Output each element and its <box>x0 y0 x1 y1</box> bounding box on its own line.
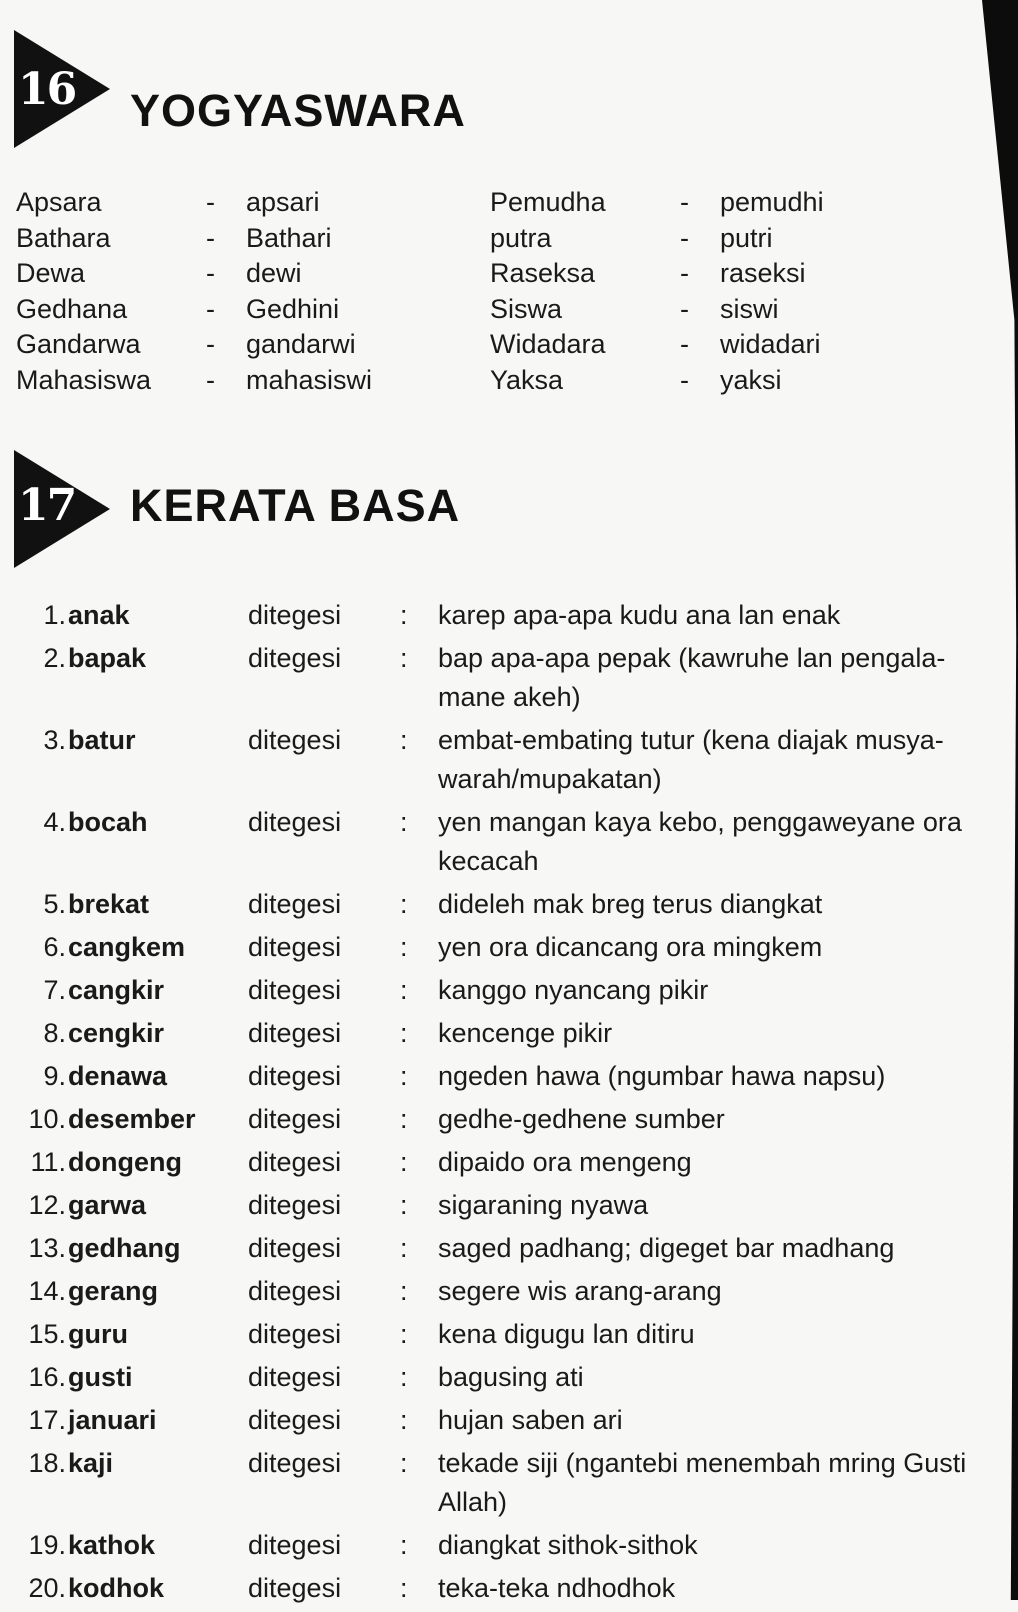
section-number: 17 <box>18 480 76 531</box>
masculine-word: Siswa <box>490 293 563 324</box>
feminine-word: yaksi <box>720 364 782 395</box>
entry-word: gerang <box>68 1276 159 1306</box>
entry-number: 12. <box>28 1190 66 1220</box>
word-pair-row <box>16 292 372 328</box>
entry-definition: saged padhang; digeget bar madhang <box>438 1233 895 1263</box>
feminine-word: putri <box>720 222 773 253</box>
entry-verb: ditegesi <box>248 600 342 630</box>
entry-colon: : <box>400 1276 408 1306</box>
entry-definition: kencenge pikir <box>438 1018 613 1048</box>
entry-definition: embat-embating tutur (kena diajak musya- warah/mupakatan) <box>438 725 944 794</box>
entry-colon: : <box>400 1405 408 1435</box>
kerata-entry-row <box>22 1186 982 1225</box>
entry-colon: : <box>400 1573 408 1603</box>
masculine-word: Gedhana <box>16 293 128 324</box>
entry-verb: ditegesi <box>248 1233 342 1263</box>
entry-colon: : <box>400 889 408 919</box>
word-pair-row <box>16 256 372 292</box>
feminine-word: pemudhi <box>720 187 824 217</box>
entry-number: 15. <box>28 1319 66 1349</box>
word-pair-row <box>16 363 372 399</box>
entry-word: cengkir <box>68 1018 165 1048</box>
masculine-word: putra <box>490 222 552 253</box>
masculine-word: Raseksa <box>490 258 596 288</box>
kerata-entry-row <box>22 1569 982 1608</box>
kerata-entry-row <box>22 1444 982 1522</box>
entry-word: kaji <box>68 1448 114 1478</box>
dash-separator: - <box>206 293 215 324</box>
entry-number: 17. <box>28 1405 66 1435</box>
word-pair-list-left <box>16 185 372 398</box>
entry-definition: dideleh mak breg terus diangkat <box>438 889 823 919</box>
word-pair-row <box>16 185 372 221</box>
word-pair-row <box>490 256 824 292</box>
section-title: YOGYASWARA <box>130 85 466 136</box>
entry-word: dongeng <box>68 1147 182 1177</box>
entry-definition: tekade siji (ngantebi menembah mring Gusti Allah) <box>438 1448 967 1517</box>
entry-definition: gedhe-gedhene sumber <box>438 1104 725 1134</box>
entry-word: gedhang <box>68 1233 181 1263</box>
masculine-word: Pemudha <box>490 187 606 217</box>
kerata-basa-list <box>22 596 982 1612</box>
word-pair-row <box>490 363 824 399</box>
entry-word: batur <box>68 725 136 755</box>
kerata-entry-row <box>22 1100 982 1139</box>
entry-word: garwa <box>68 1190 147 1220</box>
dash-separator: - <box>680 329 689 359</box>
section-header-kerata-basa <box>14 450 614 570</box>
entry-colon: : <box>400 1018 408 1048</box>
kerata-entry-row <box>22 1229 982 1268</box>
feminine-word: apsari <box>246 187 320 217</box>
entry-verb: ditegesi <box>248 889 342 919</box>
entry-verb: ditegesi <box>248 1405 342 1435</box>
entry-number: 11. <box>30 1147 66 1177</box>
dash-separator: - <box>680 293 689 324</box>
entry-verb: ditegesi <box>248 643 342 673</box>
feminine-word: raseksi <box>720 258 806 288</box>
entry-number: 19. <box>28 1530 66 1560</box>
entry-word: januari <box>68 1405 157 1435</box>
entry-definition: bagusing ati <box>438 1362 584 1392</box>
word-pair-list-right <box>490 185 824 398</box>
kerata-entry-row <box>22 596 982 635</box>
kerata-entry-row <box>22 639 982 717</box>
kerata-entry-row <box>22 1143 982 1182</box>
dash-separator: - <box>206 329 215 359</box>
masculine-word: Bathara <box>16 222 111 253</box>
section-header-yogyaswara <box>14 30 614 150</box>
entry-number: 20. <box>28 1573 66 1603</box>
entry-number: 8. <box>43 1018 66 1048</box>
entry-word: brekat <box>68 889 150 919</box>
kerata-entry-row <box>22 1057 982 1096</box>
dash-separator: - <box>680 187 689 217</box>
entry-colon: : <box>400 1530 408 1560</box>
entry-colon: : <box>400 1061 408 1091</box>
entry-number: 3. <box>43 725 66 755</box>
entry-colon: : <box>400 1319 408 1349</box>
feminine-word: dewi <box>246 258 302 288</box>
entry-definition: ngeden hawa (ngumbar hawa napsu) <box>438 1061 886 1091</box>
entry-definition: kanggo nyancang pikir <box>438 975 709 1005</box>
entry-verb: ditegesi <box>248 1319 342 1349</box>
entry-colon: : <box>400 975 408 1005</box>
entry-number: 2. <box>43 643 66 673</box>
dash-separator: - <box>680 364 689 395</box>
entry-colon: : <box>400 600 408 630</box>
entry-number: 7. <box>43 975 66 1005</box>
entry-definition: segere wis arang-arang <box>438 1276 722 1306</box>
dash-separator: - <box>206 222 215 253</box>
entry-verb: ditegesi <box>248 1061 342 1091</box>
entry-word: kodhok <box>68 1573 165 1603</box>
entry-verb: ditegesi <box>248 975 342 1005</box>
feminine-word: Gedhini <box>246 293 340 324</box>
feminine-word: widadari <box>720 329 821 359</box>
feminine-word: siswi <box>720 293 779 324</box>
entry-word: cangkem <box>68 932 186 962</box>
entry-verb: ditegesi <box>248 932 342 962</box>
feminine-word: Bathari <box>246 222 332 253</box>
masculine-word: Gandarwa <box>16 329 141 359</box>
kerata-entry-row <box>22 971 982 1010</box>
section-title: KERATA BASA <box>130 480 461 531</box>
masculine-word: Yaksa <box>490 364 564 395</box>
entry-colon: : <box>400 1147 408 1177</box>
entry-verb: ditegesi <box>248 1018 342 1048</box>
entry-definition: yen ora dicancang ora mingkem <box>438 932 823 962</box>
entry-colon: : <box>400 1233 408 1263</box>
feminine-word: mahasiswi <box>246 364 373 395</box>
entry-number: 13. <box>28 1233 66 1263</box>
dash-separator: - <box>206 364 215 395</box>
entry-definition: bap apa-apa pepak (kawruhe lan pengala- mane akeh) <box>438 643 946 712</box>
word-pair-row <box>490 185 824 221</box>
entry-definition: diangkat sithok-sithok <box>438 1530 698 1560</box>
entry-verb: ditegesi <box>248 1362 342 1392</box>
entry-word: bocah <box>68 807 148 837</box>
entry-definition: teka-teka ndhodhok <box>438 1573 676 1603</box>
entry-number: 1. <box>43 600 66 630</box>
kerata-entry-row <box>22 1315 982 1354</box>
entry-colon: : <box>400 725 408 755</box>
section-number: 16 <box>18 64 76 115</box>
word-pair-row <box>490 221 824 257</box>
entry-word: desember <box>68 1104 196 1134</box>
entry-definition: kena digugu lan ditiru <box>438 1319 695 1349</box>
entry-word: kathok <box>68 1530 156 1560</box>
kerata-entry-row <box>22 1401 982 1440</box>
entry-definition: karep apa-apa kudu ana lan enak <box>438 600 841 630</box>
word-pair-row <box>490 292 824 328</box>
entry-word: bapak <box>68 643 147 673</box>
kerata-entry-row <box>22 1014 982 1053</box>
masculine-word: Widadara <box>490 329 606 359</box>
entry-number: 10. <box>28 1104 66 1134</box>
kerata-entry-row <box>22 1358 982 1397</box>
entry-verb: ditegesi <box>248 1104 342 1134</box>
entry-colon: : <box>400 1448 408 1478</box>
dash-separator: - <box>680 222 689 253</box>
entry-verb: ditegesi <box>248 1147 342 1177</box>
entry-verb: ditegesi <box>248 725 342 755</box>
masculine-word: Mahasiswa <box>16 364 152 395</box>
kerata-entry-row <box>22 721 982 799</box>
entry-number: 9. <box>43 1061 66 1091</box>
dash-separator: - <box>206 187 215 217</box>
entry-verb: ditegesi <box>248 1276 342 1306</box>
feminine-word: gandarwi <box>246 329 356 359</box>
entry-verb: ditegesi <box>248 1530 342 1560</box>
entry-number: 5. <box>43 889 66 919</box>
entry-number: 6. <box>43 932 66 962</box>
dash-separator: - <box>680 258 689 288</box>
entry-definition: yen mangan kaya kebo, penggaweyane ora kecacah <box>438 807 962 876</box>
word-pair-row <box>16 221 372 257</box>
entry-colon: : <box>400 1104 408 1134</box>
entry-colon: : <box>400 807 408 837</box>
dash-separator: - <box>206 258 215 288</box>
kerata-entry-row <box>22 1272 982 1311</box>
entry-number: 14. <box>28 1276 66 1306</box>
entry-word: denawa <box>68 1061 168 1091</box>
entry-definition: sigaraning nyawa <box>438 1190 649 1220</box>
entry-colon: : <box>400 932 408 962</box>
word-pair-row <box>16 327 372 363</box>
entry-colon: : <box>400 1362 408 1392</box>
masculine-word: Apsara <box>16 187 102 217</box>
entry-colon: : <box>400 643 408 673</box>
entry-verb: ditegesi <box>248 807 342 837</box>
entry-word: gusti <box>68 1362 133 1392</box>
entry-verb: ditegesi <box>248 1573 342 1603</box>
kerata-entry-row <box>22 1526 982 1565</box>
kerata-entry-row <box>22 928 982 967</box>
entry-word: cangkir <box>68 975 165 1005</box>
entry-colon: : <box>400 1190 408 1220</box>
entry-number: 18. <box>28 1448 66 1478</box>
entry-word: guru <box>68 1319 128 1349</box>
entry-number: 16. <box>28 1362 66 1392</box>
masculine-word: Dewa <box>16 258 86 288</box>
kerata-entry-row <box>22 803 982 881</box>
entry-number: 4. <box>43 807 66 837</box>
entry-verb: ditegesi <box>248 1190 342 1220</box>
entry-verb: ditegesi <box>248 1448 342 1478</box>
kerata-entry-row <box>22 885 982 924</box>
entry-word: anak <box>68 600 130 630</box>
word-pair-row <box>490 327 824 363</box>
entry-definition: dipaido ora mengeng <box>438 1147 692 1177</box>
entry-definition: hujan saben ari <box>438 1405 623 1435</box>
